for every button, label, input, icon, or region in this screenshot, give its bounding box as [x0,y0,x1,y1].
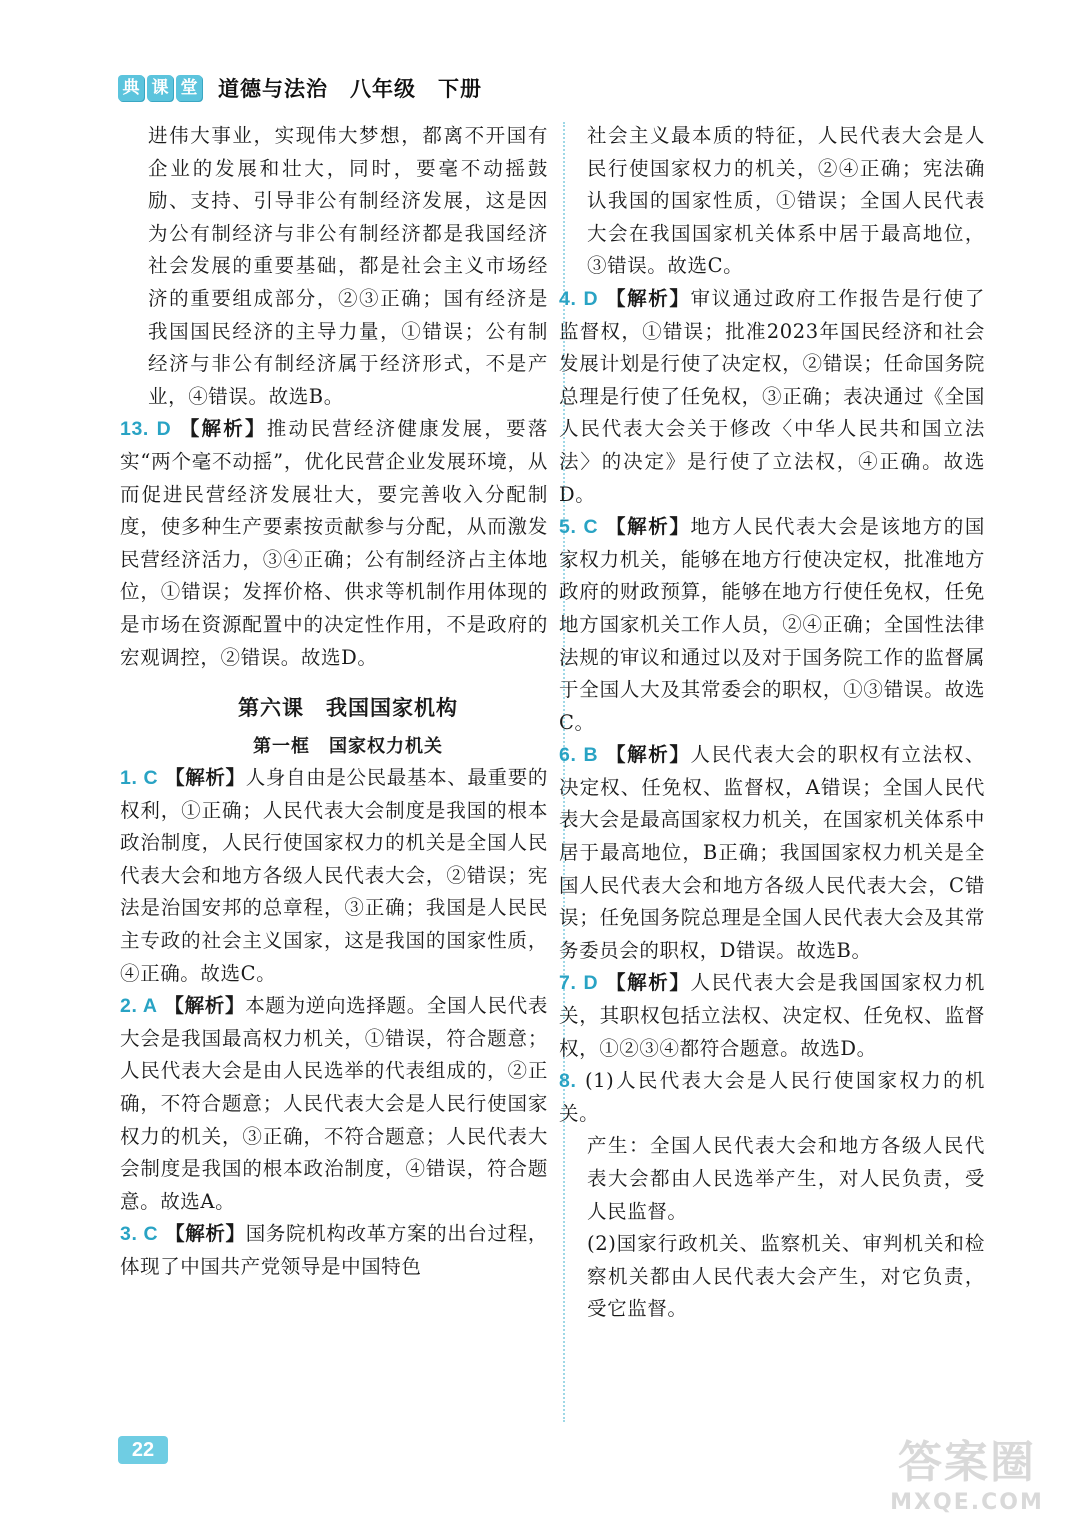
answer-4 [559,283,985,511]
answer-5 [559,511,985,739]
analysis-tag: 【解析】 [165,1222,246,1246]
analysis-tag: 【解析】 [606,286,691,310]
answer-number: 6. B [559,744,599,767]
answer-text: 人民代表大会是我国国家权力机关，其职权包括立法权、决定权、任免权、监督权，①②③④都符合题意。故选D。 [559,971,985,1060]
answer-number: 3. C [120,1223,159,1246]
answer-6 [559,739,985,967]
answer-text: 地方人民代表大会是该地方的国家权力机关，能够在地方行使决定权，批准地方政府的财政预算，能够在地方行使任免权，任免地方国家机关工作人员，②④正确；全国性法律法规的审议和通过以及对于国务院工作的监督属于全国人大及其常委会的职权，①③错误。故选C。 [559,515,985,734]
answer-text-part1: (1)人民代表大会是人民行使国家权力的机关。 [559,1069,985,1125]
answer-7 [559,967,985,1065]
answer-text: 推动民营经济健康发展，要落实“两个毫不动摇”，优化民营企业发展环境，从而促进民营经济发展壮大，要完善收入分配制度，使多种生产要素按贡献参与分配，从而激发民营经济活力，③④正确；公有制经济占主体地位，①错误；发挥价格、供求等机制作用体现的是市场在资源配置中的决定性作用，不是政府的宏观调控，②错误。故选D。 [120,417,549,669]
watermark-url: MXQE.COM [890,1490,1044,1515]
answer-text: 审议通过政府工作报告是行使了监督权，①错误；批准2023年国民经济和社会发展计划是行使了决定权，②错误；任命国务院总理是行使了任免权，③正确；表决通过《全国人民代表大会关于修改〈中华人民共和国立法法〉的决定》是行使了立法权，④正确。故选D。 [559,286,985,506]
answer-number: 5. C [559,516,599,539]
section-title: 第一框 国家权力机关 [253,736,443,758]
analysis-tag: 【解析】 [606,971,691,995]
answer-number: 8. [559,1070,577,1093]
answer-number: 4. D [559,287,599,310]
answer-number: 1. C [120,767,159,790]
answer-number: 2. A [120,995,158,1018]
analysis-tag: 【解析】 [606,743,691,767]
analysis-tag: 【解析】 [179,417,267,441]
watermark [872,1436,1062,1526]
page-header [118,68,482,108]
lesson-title: 第六课 我国国家机构 [238,696,458,721]
answer-8 [559,1065,985,1130]
answer-2 [120,990,548,1218]
answer-text-part2: (2)国家行政机关、监察机关、审判机关和检察机关都由人民代表大会产生，对它负责，受它监督。 [587,1232,985,1321]
watermark-title: 答案圈 [898,1437,1036,1488]
answer-number: 13. D [120,418,172,441]
answer-3 [120,1218,548,1283]
answer-13 [120,413,548,674]
answer-text: 人身自由是公民最基本、最重要的权利，①正确；人民代表大会制度是我国的根本政治制度，人民行使国家权力的机关是全国人民代表大会和地方各级人民代表大会，②错误；宪法是治国安邦的总章程，③正确；我国是人民民主专政的社会主义国家，这是我国的国家性质，④正确。故选C。 [120,766,548,985]
answer-continuation: 社会主义最本质的特征，人民代表大会是人民行使国家权力的机关，②④正确；宪法确认我国的国家性质，①错误；全国人民代表大会在我国国家机关体系中居于最高地位，③错误。故选C。 [587,124,985,278]
analysis-tag: 【解析】 [606,515,691,539]
logo-char-1: 典 [118,75,144,101]
logo-char-3: 堂 [176,75,202,101]
answer-text: 人民代表大会的职权有立法权、决定权、任免权、监督权，A错误；全国人民代表大会是最高国家权力机关，在国家机关体系中居于最高地位，B正确；我国国家权力机关是全国人民代表大会和地方各级人民代表大会，C错误；任免国务院总理是全国人民代表大会及其常务委员会的职权，D错误。故选B。 [559,743,985,962]
answer-text-part1b: 产生：全国人民代表大会和地方各级人民代表大会都由人民选举产生，对人民负责，受人民监督。 [587,1134,985,1223]
analysis-tag: 【解析】 [165,766,246,790]
page-number: 22 [118,1436,168,1464]
answer-text: 国务院机构改革方案的出台过程，体现了中国共产党领导是中国特色 [120,1222,548,1278]
answer-number: 7. D [559,972,599,995]
answer-continuation: 进伟大事业，实现伟大梦想，都离不开国有企业的发展和壮大，同时，要毫不动摇鼓励、支持、引导非公有制经济发展，这是因为公有制经济与非公有制经济都是我国经济社会发展的重要基础，都是社会主义市场经济的重要组成部分，②③正确；国有经济是我国国民经济的主导力量，①错误；公有制经济与非公有制经济属于经济形式，不是产业，④错误。故选B。 [148,124,548,408]
answer-1 [120,762,548,990]
left-column [120,120,549,1284]
logo-char-2: 课 [147,75,173,101]
right-column [559,120,985,1326]
series-logo [118,75,202,101]
answer-text: 本题为逆向选择题。全国人民代表大会是我国最高权力机关，①错误，符合题意；人民代表大会是由人民选举的代表组成的，②正确，不符合题意；人民代表大会是人民行使国家权力的机关，③正确，不符合题意；人民代表大会制度是我国的根本政治制度，④错误，符合题意。故选A。 [120,994,548,1213]
book-title: 道德与法治 八年级 下册 [218,77,482,101]
analysis-tag: 【解析】 [164,994,246,1018]
